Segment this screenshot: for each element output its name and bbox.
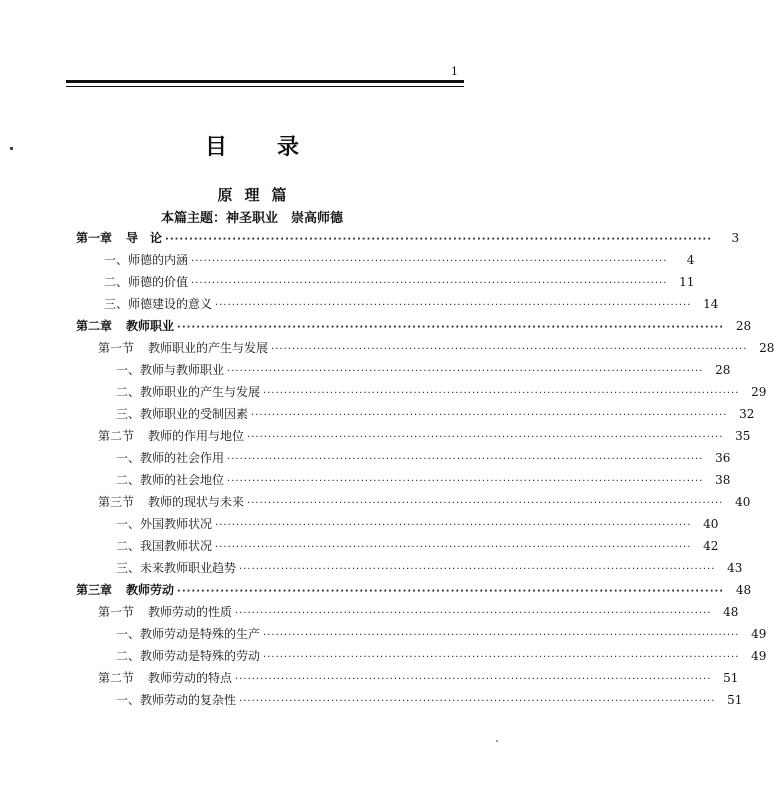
toc-leader-dots: ·················································································································· xyxy=(263,388,740,399)
toc-entry-number: 三、 xyxy=(116,561,141,575)
toc-entry-number: 一、 xyxy=(116,627,141,641)
toc-page-number: 28 xyxy=(715,363,731,377)
toc-entry-title xyxy=(98,667,232,689)
toc-entry-title xyxy=(116,447,224,469)
part-title: 原理篇 xyxy=(217,186,299,204)
toc-entry-text: 教师劳动 xyxy=(126,583,175,597)
toc-entry-text: 教师劳动的性质 xyxy=(148,605,233,619)
toc-entry-text: 教师职业的产生与发展 xyxy=(140,385,261,399)
toc-entry-text: 我国教师状况 xyxy=(140,539,213,553)
toc-entry-title xyxy=(98,601,232,623)
toc-entry-text: 未来教师职业趋势 xyxy=(140,561,237,575)
toc-leader-dots: ·················································································································· xyxy=(191,256,668,267)
toc-entry-number: 第一章 xyxy=(76,231,113,245)
scan-speck xyxy=(496,740,498,742)
toc-leader-dots: ·················································································································· xyxy=(215,542,692,553)
toc-leader-dots: ·················································································································· xyxy=(251,410,728,421)
toc-entry-number: 一、 xyxy=(116,517,141,531)
toc-page-number: 42 xyxy=(703,539,719,553)
toc-page-number: 49 xyxy=(751,627,767,641)
toc-entry-number: 第二章 xyxy=(76,319,113,333)
toc-page-number: 29 xyxy=(751,385,767,399)
toc-page-number: 49 xyxy=(751,649,767,663)
toc-entry-title xyxy=(116,469,224,491)
toc-leader-dots: ·················································································································· xyxy=(177,586,725,597)
toc-page-number: 51 xyxy=(727,693,743,707)
toc-entry-title xyxy=(116,623,260,645)
toc-entry-number: 第二节 xyxy=(98,671,135,685)
toc-entry-text: 教师职业的受制因素 xyxy=(140,407,249,421)
toc-entry-title xyxy=(76,315,174,337)
page-number: 1 xyxy=(451,65,458,78)
toc-entry-text: 教师的作用与地位 xyxy=(148,429,245,443)
toc-entry-text: 教师与教师职业 xyxy=(140,363,225,377)
toc-page-number: 51 xyxy=(723,671,739,685)
toc-leader-dots: ·················································································································· xyxy=(239,696,716,707)
toc-entry[interactable] xyxy=(116,359,731,381)
toc-entry-text: 教师职业的产生与发展 xyxy=(148,341,269,355)
toc-leader-dots: ·················································································································· xyxy=(227,366,704,377)
toc-entry-text: 教师劳动的特点 xyxy=(148,671,233,685)
toc-leader-dots: ·················································································································· xyxy=(191,278,668,289)
toc-entry-title xyxy=(116,359,224,381)
toc-entry-number: 第三节 xyxy=(98,495,135,509)
toc-entry[interactable] xyxy=(76,579,752,601)
toc-page-number: 35 xyxy=(735,429,751,443)
toc-entry-number: 三、 xyxy=(104,297,129,311)
toc-entry-title xyxy=(104,293,212,315)
toc-leader-dots: ·················································································································· xyxy=(227,454,704,465)
toc-page-number: 28 xyxy=(759,341,774,355)
toc-entry-title xyxy=(76,579,174,601)
toc-entry-title xyxy=(116,689,236,711)
toc-entry-title xyxy=(104,249,188,271)
toc-leader-dots: ·················································································································· xyxy=(235,674,712,685)
contents-title: 目录 xyxy=(204,134,349,160)
toc-entry-number: 二、 xyxy=(116,473,141,487)
toc-entry-number: 三、 xyxy=(116,407,141,421)
toc-entry-title xyxy=(116,403,248,425)
toc-leader-dots: ·················································································································· xyxy=(271,344,748,355)
toc-entry[interactable] xyxy=(116,403,755,425)
toc-leader-dots: ·················································································································· xyxy=(263,630,740,641)
toc-entry-title xyxy=(116,645,260,667)
toc-entry[interactable] xyxy=(98,491,751,513)
toc-leader-dots: ·················································································································· xyxy=(215,520,692,531)
toc-entry-number: 二、 xyxy=(104,275,129,289)
toc-page-number: 3 xyxy=(731,231,740,245)
toc-entry-number: 一、 xyxy=(116,451,141,465)
toc-entry-number: 二、 xyxy=(116,539,141,553)
toc-entry-title xyxy=(116,557,236,579)
toc-entry-text: 教师职业 xyxy=(126,319,175,333)
toc-entry[interactable] xyxy=(104,271,695,293)
toc-entry[interactable] xyxy=(116,513,719,535)
toc-entry-number: 第一节 xyxy=(98,341,135,355)
toc-entry-number: 第三章 xyxy=(76,583,113,597)
toc-entry[interactable] xyxy=(98,601,739,623)
toc-entry[interactable] xyxy=(98,337,774,359)
header-rule-thin xyxy=(66,86,464,87)
toc-entry-title xyxy=(116,513,212,535)
toc-entry[interactable] xyxy=(116,535,719,557)
toc-entry[interactable] xyxy=(116,689,743,711)
toc-entry-text: 师德的价值 xyxy=(128,275,189,289)
toc-leader-dots: ·················································································································· xyxy=(239,564,716,575)
toc-page-number: 40 xyxy=(703,517,719,531)
toc-entry-text: 教师劳动是特殊的劳动 xyxy=(140,649,261,663)
toc-entry-text: 教师的现状与未来 xyxy=(148,495,245,509)
toc-entry[interactable] xyxy=(116,557,743,579)
toc-entry-title xyxy=(76,227,162,249)
toc-page-number: 28 xyxy=(735,319,752,333)
header-rule-thick xyxy=(66,80,464,83)
toc-entry-number: 一、 xyxy=(104,253,129,267)
toc-entry-title xyxy=(98,425,244,447)
toc-entry-number: 一、 xyxy=(116,693,141,707)
toc-page-number: 48 xyxy=(735,583,752,597)
toc-entry-title xyxy=(116,535,212,557)
toc-entry-text: 教师劳动的复杂性 xyxy=(140,693,237,707)
toc-page-number: 40 xyxy=(735,495,751,509)
toc-page-number: 43 xyxy=(727,561,743,575)
toc-entry[interactable] xyxy=(116,623,767,645)
toc-entry-title xyxy=(116,381,260,403)
toc-entry[interactable] xyxy=(104,293,719,315)
toc-entry-text: 师德的内涵 xyxy=(128,253,189,267)
toc-leader-dots: ·················································································································· xyxy=(235,608,712,619)
toc-entry[interactable] xyxy=(116,469,731,491)
toc-entry-text: 教师劳动是特殊的生产 xyxy=(140,627,261,641)
toc-entry[interactable] xyxy=(116,645,767,667)
toc-entry[interactable] xyxy=(98,425,751,447)
toc-leader-dots: ·················································································································· xyxy=(263,652,740,663)
toc-entry-number: 一、 xyxy=(116,363,141,377)
toc-page-number: 36 xyxy=(715,451,731,465)
toc-leader-dots: ·················································································································· xyxy=(227,476,704,487)
toc-entry-text: 导 论 xyxy=(126,231,163,245)
toc-page-number: 4 xyxy=(686,253,695,267)
toc-entry[interactable] xyxy=(76,315,752,337)
toc-leader-dots: ·················································································································· xyxy=(177,322,725,333)
toc-entry-title xyxy=(98,337,268,359)
toc-entry-text: 教师的社会地位 xyxy=(140,473,225,487)
toc-leader-dots: ·················································································································· xyxy=(215,300,692,311)
toc-entry[interactable] xyxy=(104,249,695,271)
toc-entry-number: 二、 xyxy=(116,385,141,399)
toc-entry[interactable] xyxy=(98,667,739,689)
toc-entry-title xyxy=(98,491,244,513)
toc-leader-dots: ·················································································································· xyxy=(247,432,724,443)
toc-leader-dots: ·················································································································· xyxy=(247,498,724,509)
toc-entry-number: 第一节 xyxy=(98,605,135,619)
toc-entry-text: 外国教师状况 xyxy=(140,517,213,531)
toc-entry-title xyxy=(104,271,188,293)
toc-leader-dots: ·················································································································· xyxy=(165,234,713,245)
toc-entry-number: 二、 xyxy=(116,649,141,663)
toc-page-number: 11 xyxy=(679,275,695,289)
toc-page-number: 48 xyxy=(723,605,739,619)
toc-page-number: 38 xyxy=(715,473,731,487)
toc-entry[interactable] xyxy=(116,447,731,469)
toc-page-number: 32 xyxy=(739,407,755,421)
toc-entry[interactable] xyxy=(76,227,740,249)
toc-entry-number: 第二节 xyxy=(98,429,135,443)
part-theme: 本篇主题：神圣职业 崇高师德 xyxy=(160,211,343,226)
toc-page-number: 14 xyxy=(703,297,719,311)
toc-entry-text: 教师的社会作用 xyxy=(140,451,225,465)
toc-entry[interactable] xyxy=(116,381,767,403)
toc-entry-text: 师德建设的意义 xyxy=(128,297,213,311)
